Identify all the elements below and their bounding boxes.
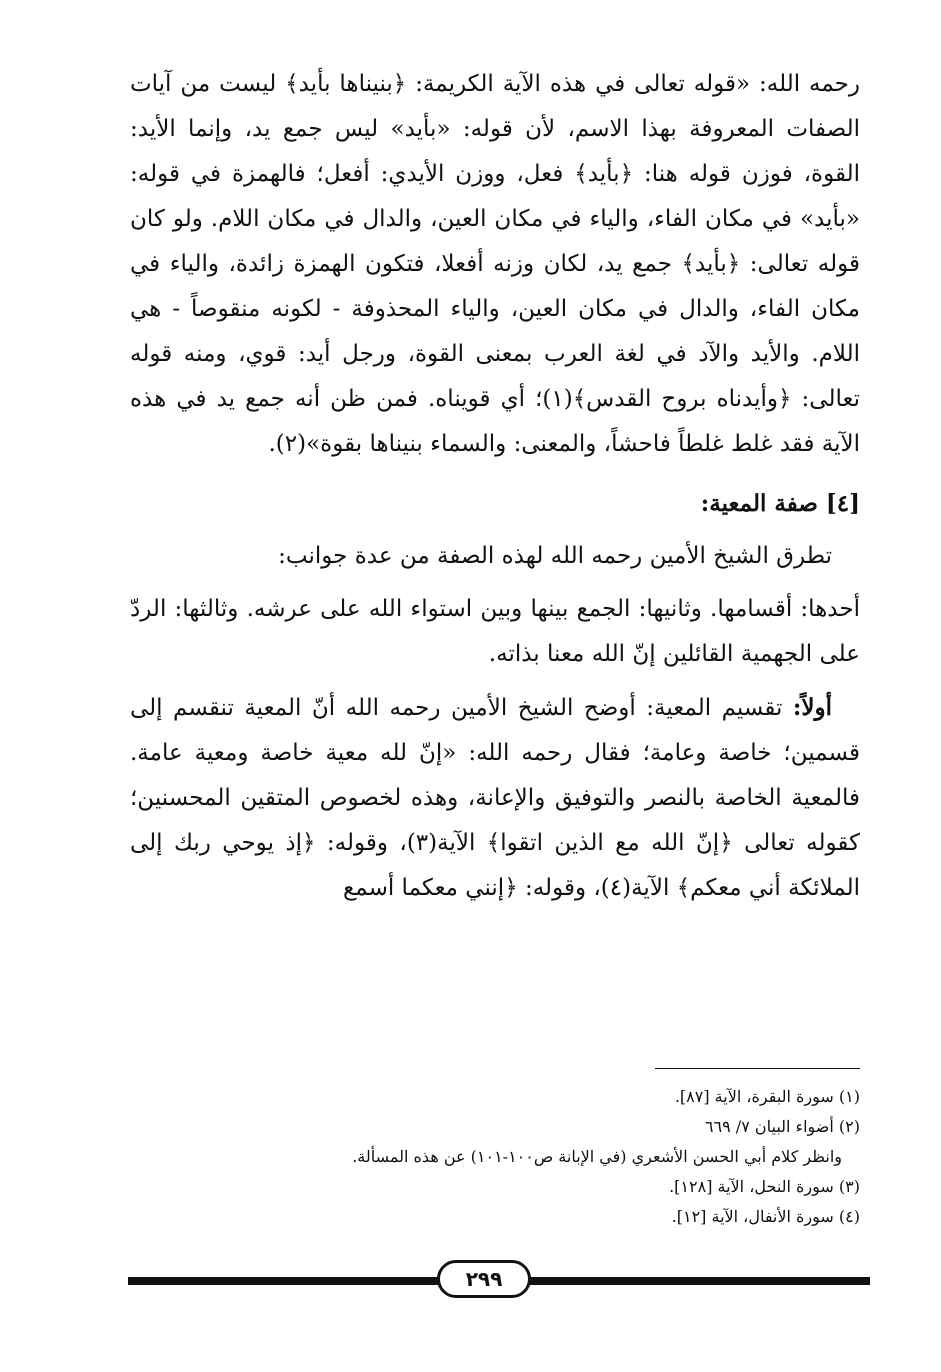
section-heading: [٤] صفة المعية: <box>700 490 860 517</box>
footnotes <box>250 1082 860 1232</box>
footnote-2-note: وانظر كلام أبي الحسن الأشعري (في الإبانة ص١٠٠-١٠١) عن هذه المسألة. <box>352 1147 842 1166</box>
paragraph-4-lead: أولاً: <box>792 694 832 721</box>
page-number: ٢٩٩ <box>437 1260 531 1298</box>
paragraph-1: رحمه الله: «قوله تعالى في هذه الآية الكريمة: ﴿بنيناها بأيد﴾ ليست من آيات الصفات المعروفة بهذا الاسم، لأن قوله: «بأيد» ليس جمع يد، وإنما الأيد: القوة، فوزن قوله هنا: ﴿بأيد﴾ فعل، ووزن الأيدي: أفعل؛ فالهمزة في قوله: «بأيد» في مكان الفاء، والياء في مكان العين، والدال في مكان اللام. ولو كان قوله تعالى: ﴿بأيد﴾ جمع يد، لكان وزنه أفعلا، فتكون الهمزة زائدة، والياء في مكان الفاء، والدال في مكان العين، والياء المحذوفة - لكونه منقوصاً - هي اللام. والأيد والآد في لغة العرب بمعنى القوة، ورجل أيد: قوي، ومنه قوله تعالى: ﴿وأيدناه بروح القدس﴾(١)؛ أي قويناه. فمن ظن أنه جمع يد في هذه الآية فقد غلط غلطاً فاحشاً، والمعنى: والسماء بنيناها بقوة»(٢). <box>130 71 860 457</box>
footnote-3: (٣) سورة النحل، الآية [١٢٨]. <box>669 1177 860 1196</box>
paragraph-3: أحدها: أقسامها. وثانيها: الجمع بينها وبين استواء الله على عرشه. وثالثها: الردّ على الجهمية القائلين إنّ الله معنا بذاته. <box>130 596 860 667</box>
footnote-4: (٤) سورة الأنفال، الآية [١٢]. <box>671 1207 860 1226</box>
footnote-1: (١) سورة البقرة، الآية [٨٧]. <box>674 1087 860 1106</box>
paragraph-2: تطرق الشيخ الأمين رحمه الله لهذه الصفة من عدة جوانب: <box>278 543 832 569</box>
footnote-divider <box>655 1068 860 1069</box>
paragraph-4 <box>130 685 860 911</box>
main-text <box>130 62 860 911</box>
paragraph-4-text: تقسيم المعية: أوضح الشيخ الأمين رحمه الله أنّ المعية تنقسم إلى قسمين؛ خاصة وعامة؛ فقال رحمه الله: «إنّ لله معية خاصة ومعية عامة. فالمعية الخاصة بالنصر والتوفيق والإعانة، وهذه لخصوص المتقين المحسنين؛ كقوله تعالى ﴿إنّ الله مع الذين اتقوا﴾ الآية(٣)، وقوله: ﴿إذ يوحي ربك إلى الملائكة أني معكم﴾ الآية(٤)، وقوله: ﴿إنني معكما أسمع <box>130 695 860 901</box>
footnote-2: (٢) أضواء البيان ٧/ ٦٦٩ <box>704 1117 860 1136</box>
